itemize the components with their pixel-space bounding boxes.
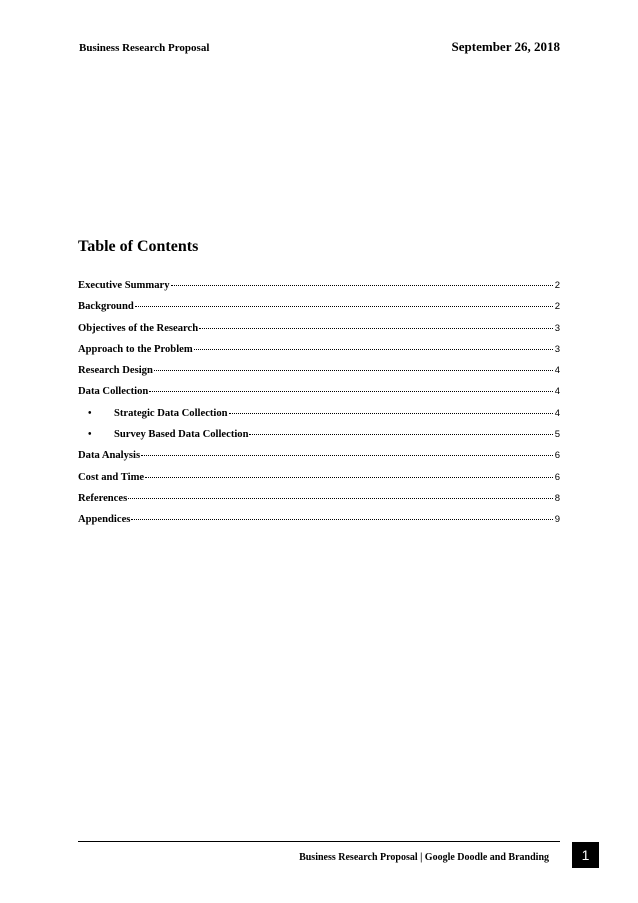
toc-dot-leader: [149, 391, 552, 392]
bullet-icon: •: [88, 407, 92, 419]
toc-entry-label: Survey Based Data Collection: [114, 429, 249, 441]
toc-dot-leader: [131, 519, 552, 520]
toc-entry-label: Background: [78, 301, 134, 313]
toc-entry-label: Objectives of the Research: [78, 322, 199, 334]
toc-entry-executive-summary[interactable]: [78, 280, 560, 301]
toc-entry-approach[interactable]: [78, 344, 560, 365]
toc-dot-leader: [199, 328, 553, 329]
toc-entry-page: 9: [554, 514, 560, 526]
toc-entry-label: Approach to the Problem: [78, 343, 193, 355]
footer-divider: [78, 841, 560, 842]
header-document-title: Business Research Proposal: [79, 42, 210, 54]
toc-dot-leader: [229, 413, 553, 414]
toc-entry-page: 4: [554, 386, 560, 398]
toc-dot-leader: [135, 306, 553, 307]
header-date: September 26, 2018: [451, 39, 560, 54]
toc-entry-data-analysis[interactable]: [78, 450, 560, 471]
toc-entry-label: Data Analysis: [78, 450, 141, 462]
toc-entry-references[interactable]: [78, 493, 560, 514]
toc-entry-data-collection[interactable]: [78, 386, 560, 407]
toc-entry-page: 6: [554, 450, 560, 462]
toc-entry-page: 2: [554, 301, 560, 313]
toc-entry-page: 8: [554, 492, 560, 504]
bullet-icon: •: [88, 429, 92, 441]
toc-dot-leader: [194, 349, 553, 350]
toc-entry-research-design[interactable]: [78, 365, 560, 386]
toc-dot-leader: [145, 477, 553, 478]
toc-entry-survey-based-data-collection[interactable]: [78, 429, 560, 450]
page-number-box: [572, 842, 599, 868]
toc-entry-background[interactable]: [78, 301, 560, 322]
toc-entry-page: 2: [554, 280, 560, 291]
toc-heading: Table of Contents: [78, 238, 199, 255]
toc-entry-label: Appendices: [78, 514, 131, 526]
page-header: [79, 39, 560, 55]
toc-entry-label: Strategic Data Collection: [114, 407, 228, 419]
toc-entry-appendices[interactable]: [78, 514, 560, 535]
toc-entry-page: 4: [554, 407, 560, 419]
toc-entry-page: 6: [554, 471, 560, 483]
page-number: 1: [581, 847, 590, 863]
toc-dot-leader: [249, 434, 552, 435]
toc-entry-page: 3: [554, 343, 560, 355]
toc-entry-label: References: [78, 492, 128, 504]
toc-dot-leader: [171, 285, 553, 286]
toc-entry-objectives[interactable]: [78, 323, 560, 344]
toc-entry-cost-and-time[interactable]: [78, 472, 560, 493]
toc-dot-leader: [154, 370, 553, 371]
footer-text: Business Research Proposal | Google Doodle and Branding: [299, 852, 549, 863]
toc-dot-leader: [128, 498, 552, 499]
toc-dot-leader: [141, 455, 553, 456]
toc-entry-page: 5: [554, 429, 560, 441]
toc-entry-strategic-data-collection[interactable]: [78, 408, 560, 429]
toc-entry-label: Executive Summary: [78, 280, 170, 291]
toc-entry-label: Data Collection: [78, 386, 149, 398]
toc-entry-label: Research Design: [78, 365, 153, 377]
toc-entry-page: 4: [554, 365, 560, 377]
table-of-contents: [78, 280, 560, 536]
toc-entry-page: 3: [554, 322, 560, 334]
toc-entry-label: Cost and Time: [78, 471, 145, 483]
